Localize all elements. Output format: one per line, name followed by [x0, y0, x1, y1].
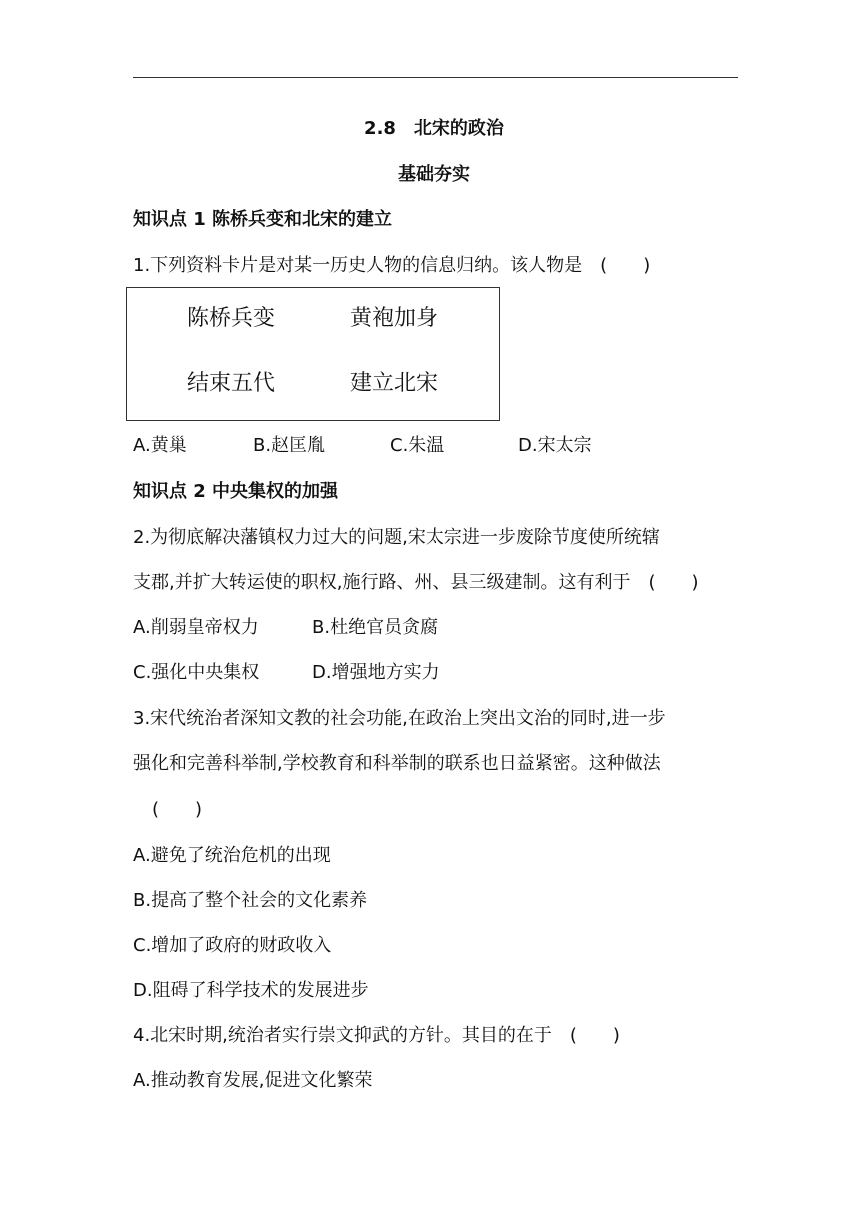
q3-option-a: A.避免了统治危机的出现	[133, 845, 331, 866]
card-item: 建立北宋	[350, 371, 439, 396]
q1-option-c: C.朱温	[390, 435, 445, 456]
question-2-stem-line-1: 2.为彻底解决藩镇权力过大的问题,宋太宗进一步废除节度使所统辖	[133, 527, 660, 548]
q2-option-c: C.强化中央集权	[133, 662, 260, 683]
q2-option-d: D.增强地方实力	[312, 662, 440, 683]
question-4-stem: 4.北宋时期,统治者实行崇文抑武的方针。其目的在于 ( )	[133, 1025, 620, 1046]
q3-option-b: B.提高了整个社会的文化素养	[133, 890, 368, 911]
q1-option-b: B.赵匡胤	[253, 435, 326, 456]
card-item: 黄袍加身	[350, 306, 439, 331]
q3-option-d: D.阻碍了科学技术的发展进步	[133, 980, 369, 1001]
question-3-stem-line-1: 3.宋代统治者深知文教的社会功能,在政治上突出文治的同时,进一步	[133, 708, 666, 729]
q1-option-a: A.黄巢	[133, 435, 187, 456]
question-1-stem: 1.下列资料卡片是对某一历史人物的信息归纳。该人物是 ( )	[133, 255, 651, 276]
page-title: 2.8 北宋的政治	[364, 118, 504, 139]
q2-option-a: A.削弱皇帝权力	[133, 617, 259, 638]
info-card	[126, 287, 500, 421]
knowledge-point-1-heading: 知识点 1 陈桥兵变和北宋的建立	[133, 209, 393, 230]
q1-option-d: D.宋太宗	[518, 435, 592, 456]
question-3-answer-blank: ( )	[152, 799, 203, 820]
question-3-stem-line-2: 强化和完善科举制,学校教育和科举制的联系也日益紧密。这种做法	[133, 753, 661, 774]
q2-option-b: B.杜绝官员贪腐	[312, 617, 439, 638]
knowledge-point-2-heading: 知识点 2 中央集权的加强	[133, 481, 339, 502]
q4-option-a: A.推动教育发展,促进文化繁荣	[133, 1070, 373, 1091]
q3-option-c: C.增加了政府的财政收入	[133, 935, 332, 956]
section-subtitle: 基础夯实	[398, 164, 470, 185]
header-rule	[133, 77, 738, 78]
card-item: 结束五代	[187, 371, 276, 396]
card-item: 陈桥兵变	[187, 306, 276, 331]
question-2-stem-line-2: 支郡,并扩大转运使的职权,施行路、州、县三级建制。这有利于 ( )	[133, 572, 699, 593]
